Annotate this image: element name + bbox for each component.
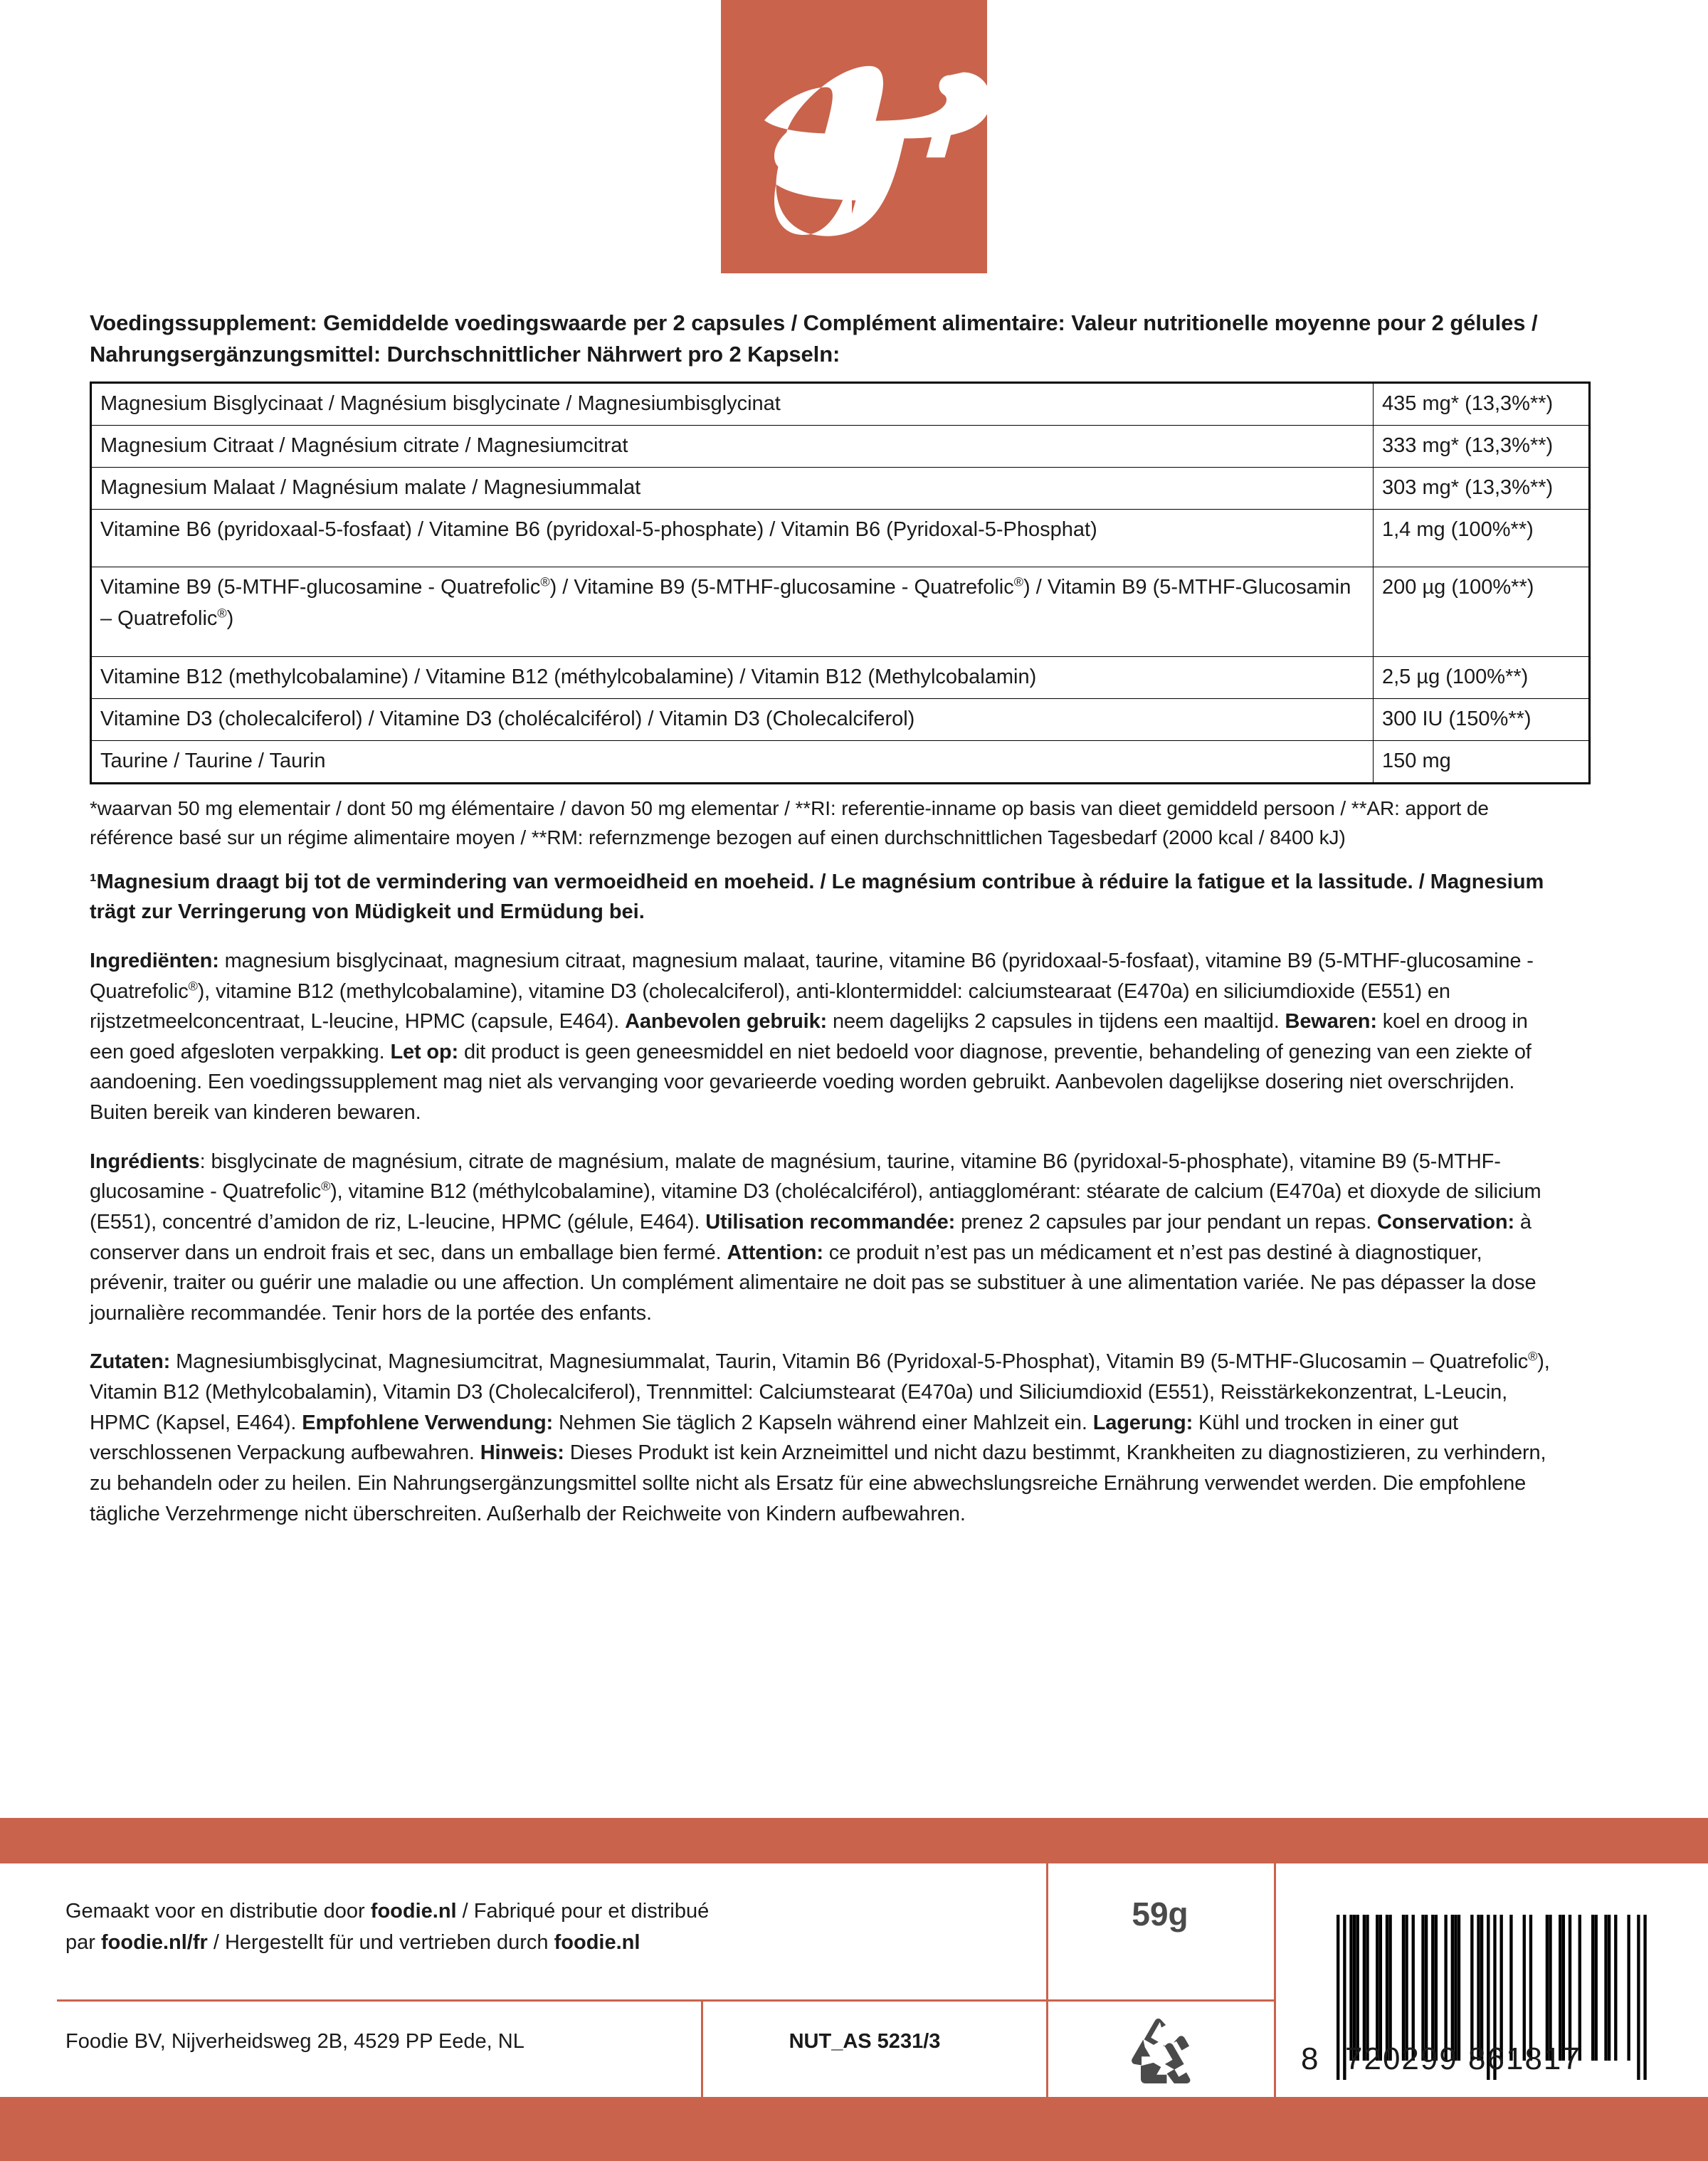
text-storage-fr: à conserver dans un endroit frais et sec, dans un emballage bien fermé. — [90, 1210, 1532, 1264]
recycle-symbol — [1068, 2017, 1253, 2089]
ingredients-paragraph-de — [90, 1347, 1554, 1529]
nutrient-value: 300 IU (150%**) — [1374, 698, 1590, 740]
table-row — [91, 698, 1590, 740]
footer-divider-vertical-2 — [1274, 1863, 1276, 2002]
footer-divider-vertical-3 — [701, 2002, 703, 2097]
nutrient-name: Taurine / Taurine / Taurin — [91, 740, 1374, 783]
text-storage-nl: koel en droog in een goed afgesloten verpakking. — [90, 1010, 1528, 1063]
table-row — [91, 383, 1590, 426]
nutrient-value: 2,5 µg (100%**) — [1374, 656, 1590, 698]
label-usage-nl: Aanbevolen gebruik: — [625, 1010, 828, 1034]
nutrition-table — [90, 382, 1591, 784]
text-storage-de: Kühl und trocken in einer gut verschlossenen Verpackung aufbewahren. — [90, 1411, 1458, 1465]
label-warning-de: Hinweis: — [480, 1441, 564, 1465]
barcode-lead-digit: 8 — [1301, 2041, 1319, 2076]
table-row — [91, 468, 1590, 510]
label-warning-fr: Attention: — [727, 1241, 823, 1264]
label-ingredients-fr: Ingrédients — [90, 1150, 200, 1173]
label-content — [90, 307, 1554, 1529]
label-storage-nl: Bewaren: — [1285, 1010, 1377, 1034]
label-ingredients-nl: Ingrediënten: — [90, 949, 219, 972]
accent-band-upper — [0, 1818, 1708, 1863]
text-usage-de: Nehmen Sie täglich 2 Kapseln während einer Mahlzeit ein. — [553, 1411, 1093, 1434]
nutrient-name: Vitamine B12 (methylcobalamine) / Vitamine B12 (méthylcobalamine) / Vitamin B12 (Methylcobalamin) — [91, 656, 1374, 698]
label-ingredients-de: Zutaten: — [90, 1350, 171, 1374]
health-claim: ¹Magnesium draagt bij tot de vermindering van vermoeidheid en moeheid. / Le magnésium contribue à réduire la fatigue et la lassitude. / Magnesium trägt zur Verringerung von Müdigkeit und Ermüdung bei. — [90, 871, 1544, 924]
nutrition-intro-title: Voedingssupplement: Gemiddelde voedingswaarde per 2 capsules / Complément alimentaire: Valeur nutritionelle moyenne pour 2 gélules / Nahrungsergänzungsmittel: Durchschnittlicher Nährwert pro 2 Kapseln: — [90, 310, 1538, 367]
nutrient-name: Magnesium Citraat / Magnésium citrate / Magnesiumcitrat — [91, 426, 1374, 468]
label-storage-de: Lagerung: — [1092, 1411, 1193, 1434]
text-warning-de: Dieses Produkt ist kein Arzneimittel und nicht dazu bestimmt, Krankheiten zu diagnostizieren, zu verhindern, zu behandeln oder zu heilen. Ein Nahrungsergänzungsmittel sollte nicht als Ersatz für eine abwechslungsreiche Ernährung verwendet werden. Die empfohlene tägliche Verzehrmenge nicht überschreiten. Außerhalb der Reichweite von Kindern aufbewahren. — [90, 1441, 1546, 1525]
nutrient-value: 303 mg* (13,3%**) — [1374, 468, 1590, 510]
nutrient-value: 333 mg* (13,3%**) — [1374, 426, 1590, 468]
label-usage-fr: Utilisation recommandée: — [705, 1210, 956, 1234]
nutrient-name: Magnesium Malaat / Magnésium malate / Magnesiummalat — [91, 468, 1374, 510]
footer-divider-vertical-4 — [1046, 2002, 1048, 2097]
manufacturer-text — [65, 1896, 1019, 1958]
text-ingredients-de: Magnesiumbisglycinat, Magnesiumcitrat, Magnesiummalat, Taurin, Vitamin B6 (Pyridoxal-5-Phosphat), Vitamin B9 (5-MTHF-Glucosamin – Quatrefolic®), Vitamin B12 (Methylcobalamin), Vitamin D3 (Cholecalciferol), Trennmittel: Calciumstearat (E470a) und Siliciumdioxid (E551), Reisstärkekonzentrat, L-Leucin, HPMC (Kapsel, E464). — [90, 1349, 1550, 1434]
text-warning-fr: ce produit n’est pas un médicament et n’est pas destiné à diagnostiquer, prévenir, traiter ou guérir une maladie ou une affection. Un complément alimentaire ne doit pas se substituer à une alimentation variée. Ne pas dépasser la dose journalière recommandée. Tenir hors de la portée des enfants. — [90, 1241, 1536, 1325]
maker-2a: par — [65, 1930, 101, 1954]
nutrient-name: Vitamine B9 (5-MTHF-glucosamine - Quatrefolic®) / Vitamine B9 (5-MTHF-glucosamine - Quatrefolic®) / Vitamin B9 (5-MTHF-Glucosamin – Quatrefolic®) — [91, 567, 1374, 656]
label-storage-fr: Conservation: — [1376, 1210, 1515, 1234]
table-row — [91, 510, 1590, 567]
nutrition-table-body — [91, 383, 1590, 784]
brand-logo-band — [721, 0, 987, 273]
nutrient-name: Vitamine D3 (cholecalciferol) / Vitamine D3 (cholécalciférol) / Vitamin D3 (Cholecalciferol) — [91, 698, 1374, 740]
text-ingredients-fr: : bisglycinate de magnésium, citrate de magnésium, malate de magnésium, taurine, vitamine B6 (pyridoxal-5-phosphate), vitamine B9 (5-MTHF-glucosamine - Quatrefolic®), vitamine B12 (méthylcobalamine), vitamine D3 (cholécalciférol), antiagglomérant: stéarate de calcium (E470a) et dioxyde de silicium (E551), concentré d’amidon de riz, L-leucine, HPMC (gélule, E464). — [90, 1150, 1541, 1234]
nutrient-value: 1,4 mg (100%**) — [1374, 510, 1590, 567]
nutrient-name: Magnesium Bisglycinaat / Magnésium bisglycinate / Magnesiumbisglycinat — [91, 383, 1374, 426]
batch-code: NUT_AS 5231/3 — [789, 2030, 941, 2053]
text-usage-fr: prenez 2 capsules par jour pendant un repas. — [955, 1210, 1377, 1234]
foodie-script-f-logo — [721, 0, 987, 273]
ingredients-paragraph-nl — [90, 946, 1554, 1128]
maker-1c: / Fabriqué pour et distribué — [456, 1900, 710, 1923]
table-row — [91, 426, 1590, 468]
nutrient-name: Vitamine B6 (pyridoxaal-5-fosfaat) / Vitamine B6 (pyridoxal-5-phosphate) / Vitamin B6 (Pyridoxal-5-Phosphat) — [91, 510, 1374, 567]
maker-link-2: foodie.nl/fr — [100, 1930, 208, 1954]
table-row — [91, 656, 1590, 698]
label-warning-nl: Let op: — [390, 1040, 459, 1063]
maker-2c: / Hergestellt für und vertrieben durch — [207, 1930, 554, 1954]
text-ingredients-nl: magnesium bisglycinaat, magnesium citraat, magnesium malaat, taurine, vitamine B6 (pyridoxaal-5-fosfaat), vitamine B9 (5-MTHF-glucosamine - Quatrefolic®), vitamine B12 (methylcobalamine), vitamine D3 (cholecalciferol), anti-klontermiddel: calciumstearaat (E470a) en siliciumdioxide (E551) en rijstzetmeelconcentraat, L-leucine, HPMC (capsule, E464). — [90, 949, 1534, 1034]
barcode-digits: 720299 861817 — [1345, 2041, 1581, 2076]
table-row — [91, 567, 1590, 656]
company-address: Foodie BV, Nijverheidsweg 2B, 4529 PP Eede, NL — [65, 2030, 524, 2053]
nutrient-value: 435 mg* (13,3%**) — [1374, 383, 1590, 426]
net-weight: 59g — [1132, 1896, 1188, 1933]
table-row — [91, 740, 1590, 783]
text-usage-nl: neem dagelijks 2 capsules in tijdens een maaltijd. — [827, 1010, 1285, 1034]
maker-link-3: foodie.nl — [554, 1930, 640, 1954]
footer-divider-vertical-5 — [1274, 2002, 1276, 2097]
footer — [57, 1863, 1658, 2097]
maker-1a: Gemaakt voor en distributie door — [65, 1900, 371, 1923]
accent-band-lower — [0, 2097, 1708, 2161]
ingredients-paragraph-fr — [90, 1147, 1554, 1329]
nutrient-value: 200 µg (100%**) — [1374, 567, 1590, 656]
label-usage-de: Empfohlene Verwendung: — [302, 1411, 554, 1434]
footer-divider-vertical-1 — [1046, 1863, 1048, 2002]
nutrient-value: 150 mg — [1374, 740, 1590, 783]
barcode — [1295, 1878, 1651, 2091]
nutrition-footnote: *waarvan 50 mg elementair / dont 50 mg élémentaire / davon 50 mg elementar / **RI: referentie-inname op basis van dieet gemiddeld persoon / **AR: apport de référence basé sur un régime alimentaire moyen / **RM: refernzmenge bezogen auf einen durchschnittlichen Tagesbedarf (2000 kcal / 8400 kJ) — [90, 796, 1489, 848]
recycle-icon — [1126, 2017, 1194, 2086]
maker-link-1: foodie.nl — [370, 1900, 457, 1923]
text-warning-nl: dit product is geen geneesmiddel en niet bedoeld voor diagnose, preventie, behandeling of genezing van een ziekte of aandoening. Een voedingssupplement mag niet als vervanging voor gevarieerde voeding worden gebruikt. Aanbevolen dagelijkse dosering niet overschrijden. Buiten bereik van kinderen bewaren. — [90, 1040, 1532, 1125]
